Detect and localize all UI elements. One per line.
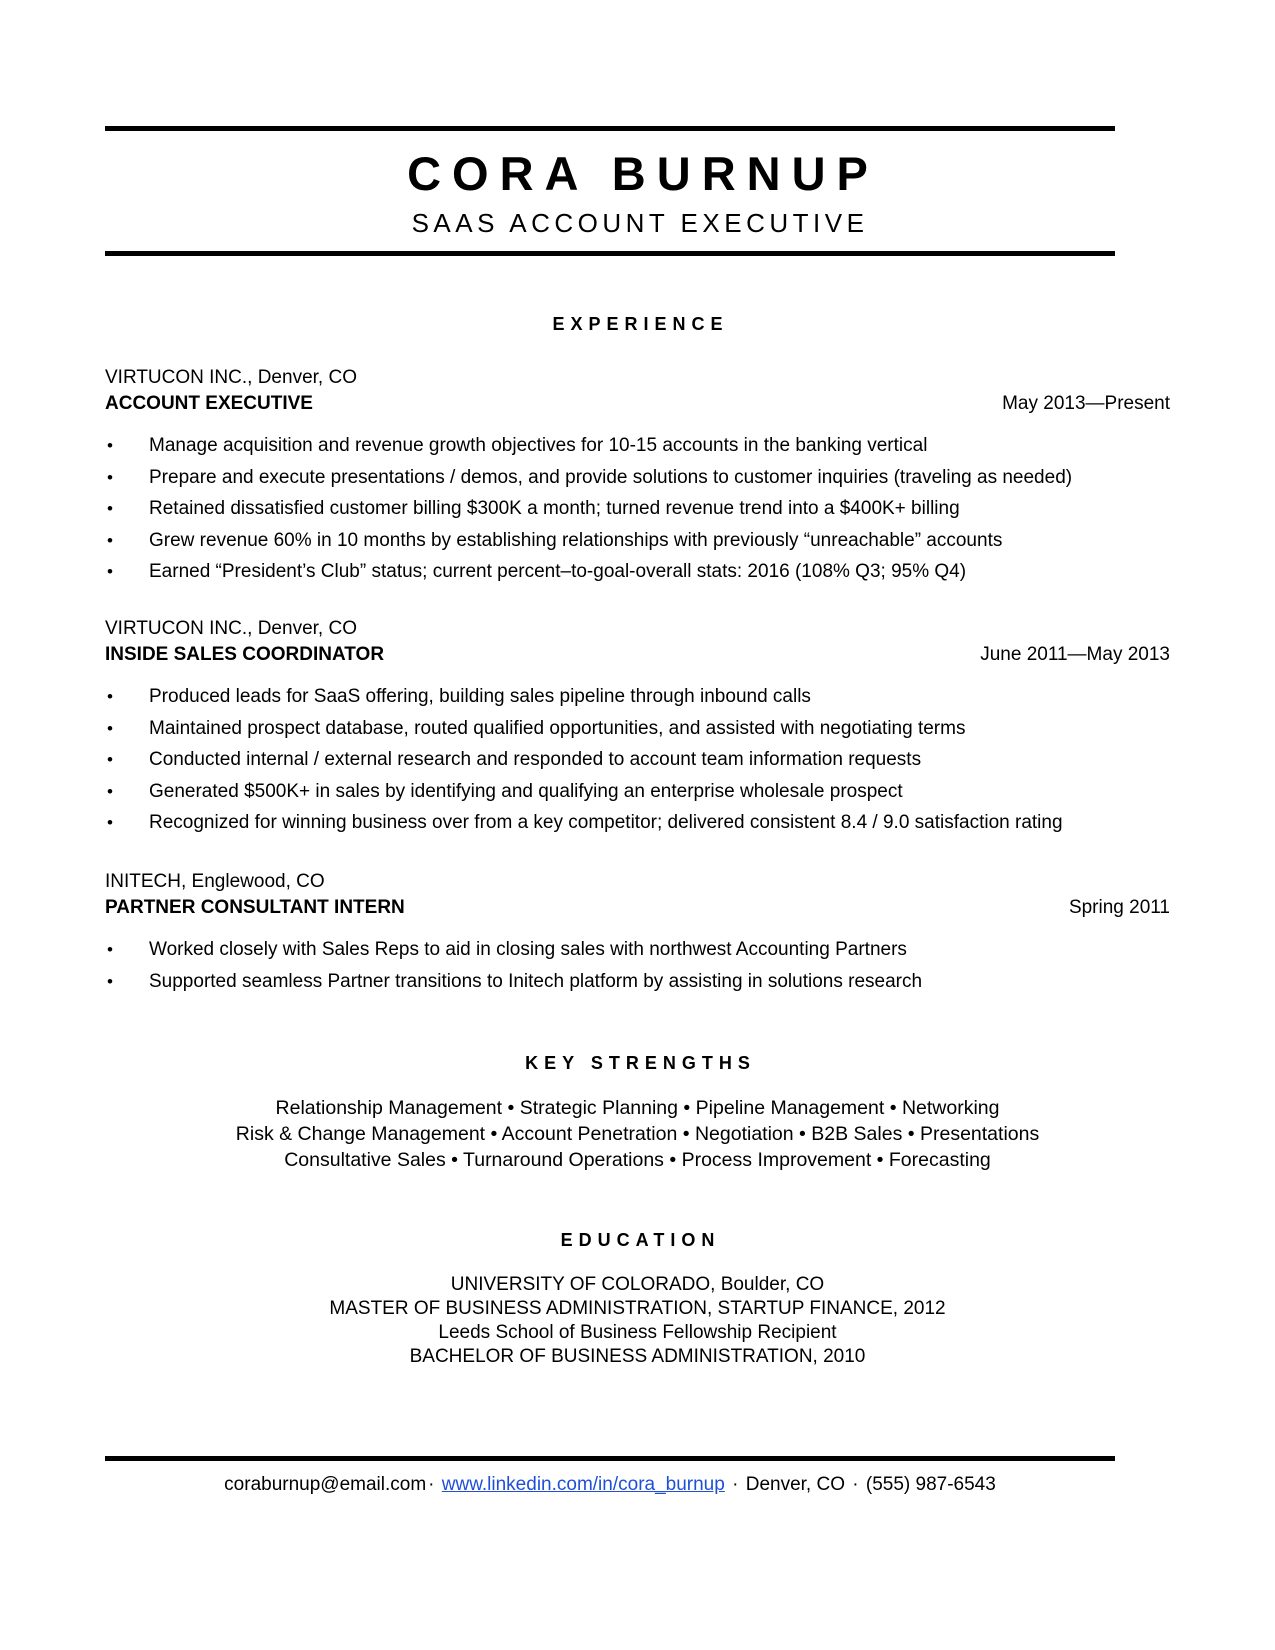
bullet-icon: •	[107, 436, 113, 456]
education-school: UNIVERSITY OF COLORADO, Boulder, CO	[450, 1273, 825, 1295]
bullet-text: Retained dissatisfied customer billing $300K a month; turned revenue trend into a $400K+ billing	[149, 498, 960, 520]
footer-location: Denver, CO	[745, 1474, 845, 1495]
bullet-text: Conducted internal / external research and responded to account team information requests	[149, 749, 922, 771]
footer-separator: ·	[428, 1474, 435, 1495]
list-item	[105, 436, 1170, 456]
footer-rule	[105, 1456, 1115, 1461]
bullet-icon: •	[107, 530, 113, 550]
job-title-row	[105, 895, 1170, 921]
footer-separator: ·	[852, 1474, 859, 1495]
section-heading-education: EDUCATION	[560, 1229, 721, 1250]
bullet-text: Grew revenue 60% in 10 months by establishing relationships with previously “unreachable” accounts	[149, 529, 1003, 551]
bullet-text: Maintained prospect database, routed qualified opportunities, and assisted with negotiating terms	[149, 717, 966, 739]
experience-entry	[105, 869, 1170, 991]
key-strengths-line: Consultative Sales • Turnaround Operations • Process Improvement • Forecasting	[284, 1148, 991, 1171]
job-dates: Spring 2011	[1068, 896, 1170, 918]
job-company: VIRTUCON INC., Denver, CO	[105, 617, 357, 639]
key-strengths-line: Risk & Change Management • Account Penetration • Negotiation • B2B Sales • Presentations	[235, 1123, 1040, 1146]
bullet-icon: •	[107, 781, 113, 801]
education-list	[105, 1273, 1170, 1370]
list-item	[105, 687, 1170, 707]
job-bullet-list	[105, 940, 1170, 991]
education-degree-bachelor: BACHELOR OF BUSINESS ADMINISTRATION, 2010	[409, 1346, 866, 1368]
bullet-text: Produced leads for SaaS offering, building sales pipeline through inbound calls	[149, 686, 811, 708]
bullet-text: Worked closely with Sales Reps to aid in closing sales with northwest Accounting Partners	[149, 939, 907, 961]
job-title: ACCOUNT EXECUTIVE	[105, 392, 313, 414]
footer-email: coraburnup@email.com	[224, 1474, 427, 1495]
job-company: INITECH, Englewood, CO	[105, 870, 325, 892]
key-strengths-line: Relationship Management • Strategic Planning • Pipeline Management • Networking	[275, 1097, 1000, 1120]
job-title: INSIDE SALES COORDINATOR	[105, 643, 385, 665]
experience-entry	[105, 616, 1170, 833]
bullet-text: Prepare and execute presentations / demos, and provide solutions to customer inquiries (traveling as needed)	[149, 466, 1073, 488]
bullet-text: Earned “President’s Club” status; current percent–to-goal-overall stats: 2016 (108% Q3; 95% Q4)	[149, 561, 967, 583]
section-heading-key-strengths: KEY STRENGTHS	[525, 1053, 756, 1074]
bullet-icon: •	[107, 467, 113, 487]
bullet-text: Supported seamless Partner transitions to Initech platform by assisting in solutions research	[149, 970, 923, 992]
bullet-icon: •	[107, 562, 113, 582]
key-strengths-list	[105, 1096, 1170, 1173]
footer-separator: ·	[732, 1474, 739, 1495]
list-item	[105, 531, 1170, 551]
bullet-icon: •	[107, 750, 113, 770]
bullet-icon: •	[107, 718, 113, 738]
bullet-icon: •	[107, 813, 113, 833]
education-degree-master: MASTER OF BUSINESS ADMINISTRATION, STARTUP FINANCE, 2012	[329, 1297, 946, 1319]
footer-contact	[105, 1473, 1115, 1498]
job-dates: June 2011—May 2013	[980, 643, 1170, 665]
list-item	[105, 782, 1170, 802]
list-item	[105, 972, 1170, 992]
job-bullet-list	[105, 687, 1170, 833]
job-dates: May 2013—Present	[1002, 392, 1170, 414]
header-bottom-rule	[105, 251, 1115, 256]
footer-phone: (555) 987-6543	[865, 1474, 996, 1495]
list-item	[105, 562, 1170, 582]
bullet-text: Manage acquisition and revenue growth objectives for 10-15 accounts in the banking vertical	[149, 435, 928, 457]
bullet-text: Generated $500K+ in sales by identifying and qualifying an enterprise wholesale prospect	[149, 780, 903, 802]
job-title: PARTNER CONSULTANT INTERN	[105, 896, 405, 918]
list-item	[105, 499, 1170, 519]
list-item	[105, 940, 1170, 960]
job-title-row	[105, 642, 1170, 668]
linkedin-link[interactable]: www.linkedin.com/in/cora_burnup	[441, 1474, 725, 1495]
job-bullet-list	[105, 436, 1170, 582]
education-honor: Leeds School of Business Fellowship Recipient	[438, 1322, 837, 1344]
job-company: VIRTUCON INC., Denver, CO	[105, 366, 357, 388]
bullet-text: Recognized for winning business over from a key competitor; delivered consistent 8.4 / 9.0 satisfaction rating	[149, 812, 1063, 834]
header-subtitle: SAAS ACCOUNT EXECUTIVE	[411, 207, 869, 238]
job-title-row	[105, 391, 1170, 417]
bullet-icon: •	[107, 499, 113, 519]
bullet-icon: •	[107, 971, 113, 991]
list-item	[105, 719, 1170, 739]
bullet-icon: •	[107, 687, 113, 707]
list-item	[105, 750, 1170, 770]
bullet-icon: •	[107, 940, 113, 960]
experience-entry	[105, 365, 1170, 582]
page-title: CORA BURNUP	[407, 147, 879, 200]
section-heading-experience: EXPERIENCE	[552, 313, 729, 334]
list-item	[105, 468, 1170, 488]
list-item	[105, 813, 1170, 833]
